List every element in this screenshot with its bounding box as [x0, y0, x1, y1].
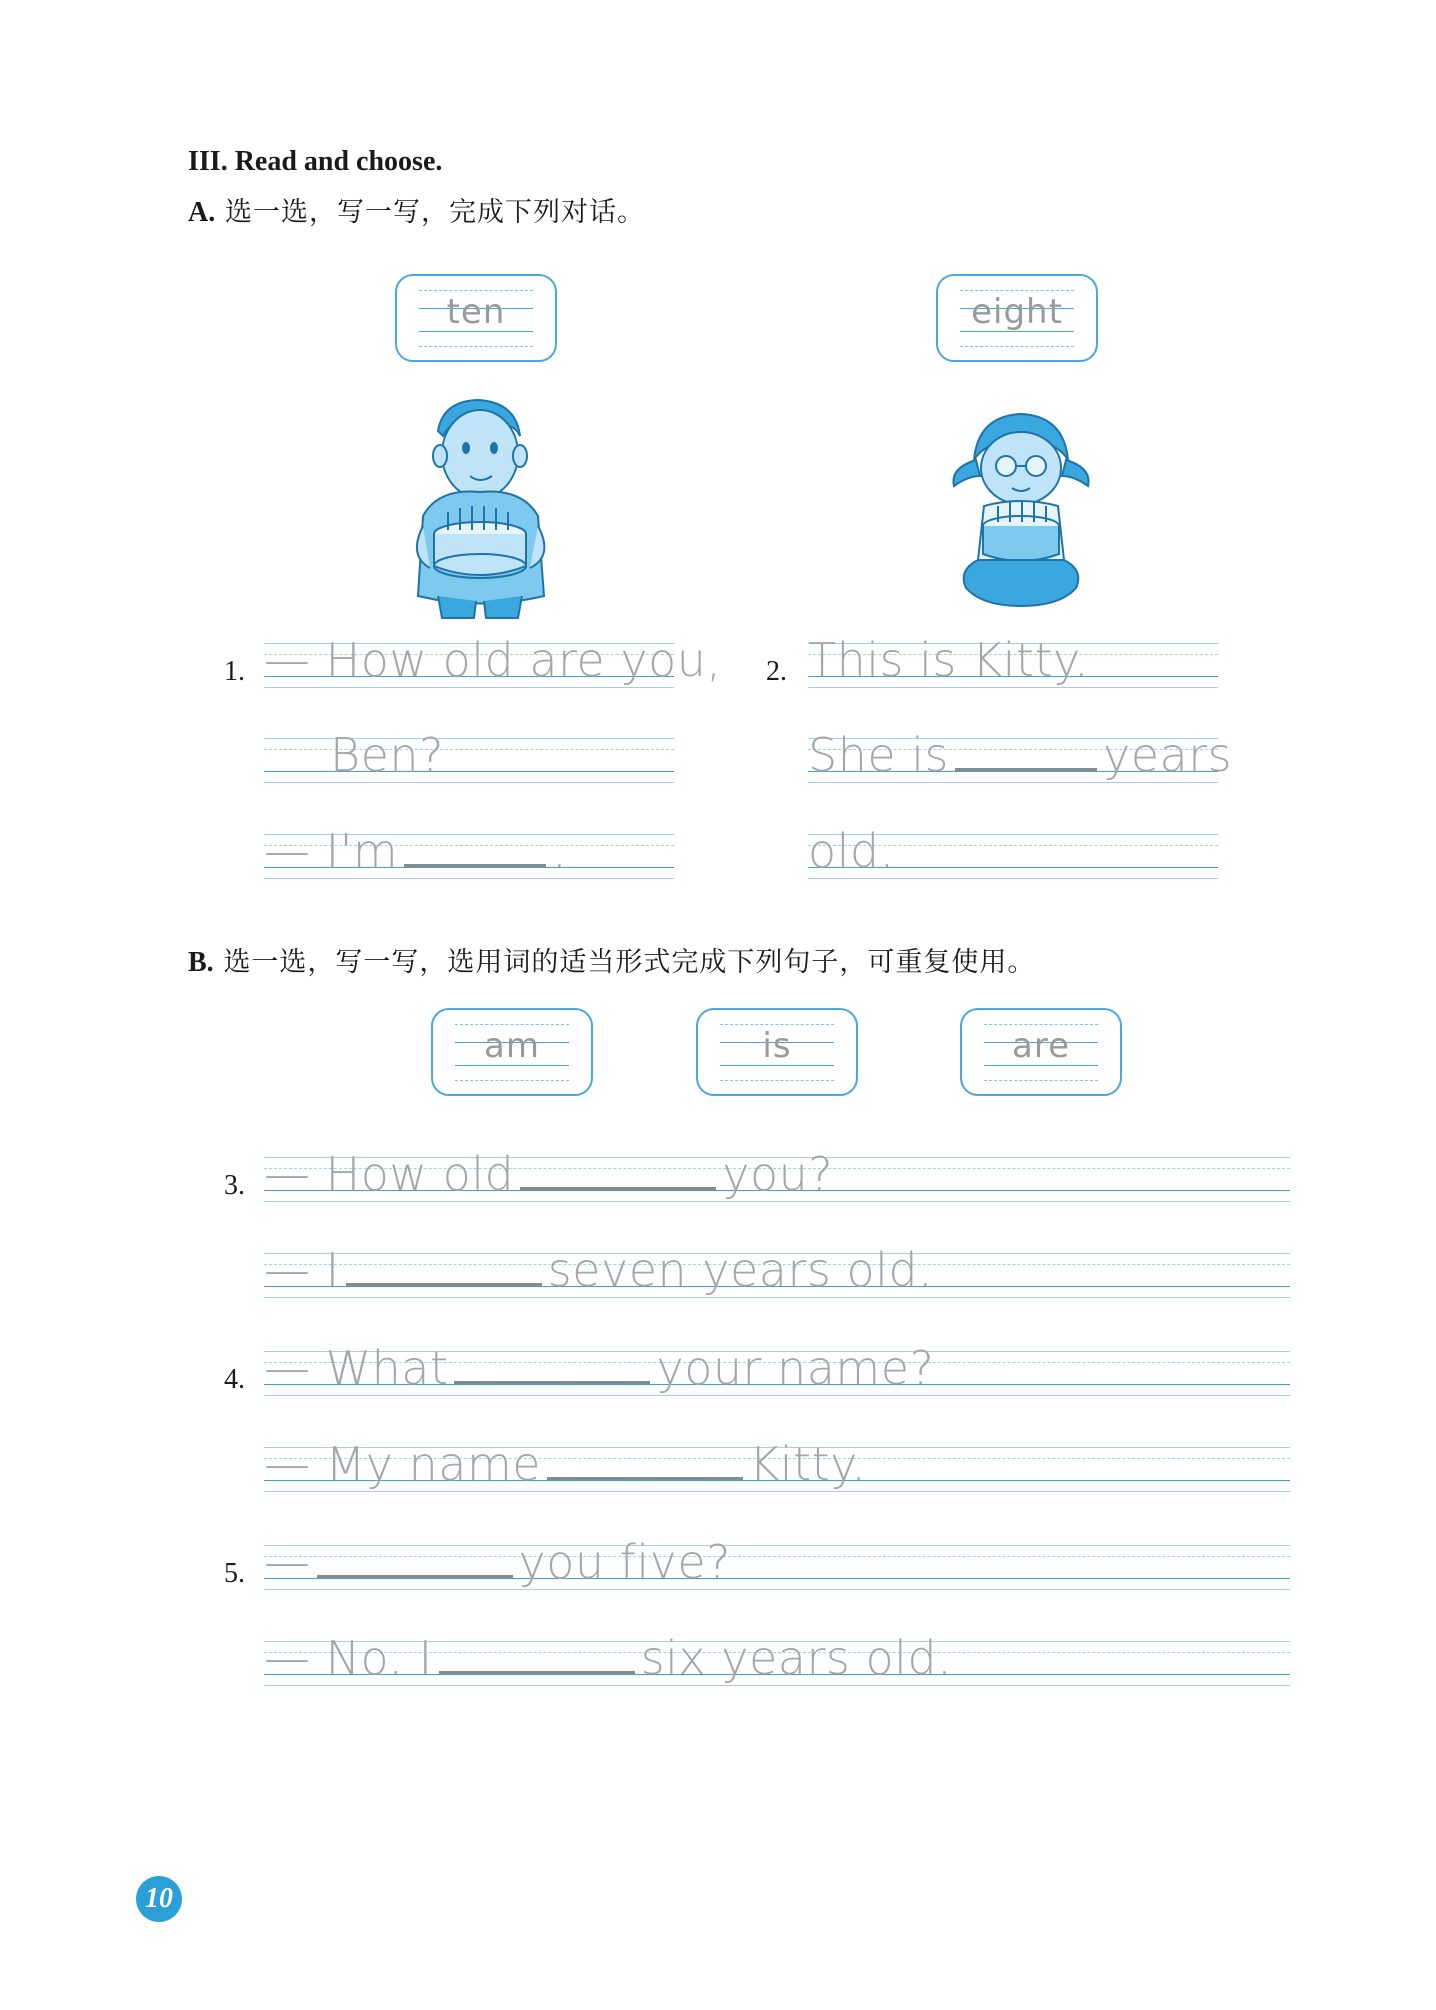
trace-text [264, 1243, 934, 1297]
trace-suffix: your name? [656, 1341, 935, 1395]
word-box-are [960, 1008, 1122, 1096]
question-1-line-3 [264, 824, 674, 878]
word-box-text: am [484, 1026, 540, 1066]
trace-text [264, 1147, 834, 1201]
word-box-is [696, 1008, 858, 1096]
trace-text: old. [808, 824, 895, 878]
part-b-label: B. [188, 947, 214, 978]
answer-blank[interactable] [439, 1637, 635, 1674]
question-2-line-1 [808, 633, 1218, 687]
question-4-number: 4. [224, 1364, 245, 1395]
trace-text [264, 1535, 732, 1589]
trace-text [264, 1631, 953, 1685]
trace-text [264, 1341, 935, 1395]
word-box-text: ten [446, 292, 506, 332]
section-title: III. Read and choose. [188, 146, 443, 177]
part-b-instruction [188, 940, 1035, 979]
part-a-label: A. [188, 197, 216, 228]
word-box-ten [395, 274, 557, 362]
trace-text: Ben? [330, 728, 444, 782]
trace-suffix: years [1103, 728, 1233, 782]
question-2-line-3 [808, 824, 1218, 878]
answer-blank[interactable] [955, 734, 1097, 771]
question-2-number: 2. [766, 656, 787, 687]
answer-blank[interactable] [454, 1347, 650, 1384]
boy-with-cake-illustration [398, 396, 558, 621]
question-3-line-b [264, 1243, 1290, 1297]
question-4-line-b [264, 1437, 1290, 1491]
word-box-text: is [762, 1026, 792, 1066]
question-2-line-2 [808, 728, 1233, 782]
trace-text [264, 824, 568, 878]
word-box-eight [936, 274, 1098, 362]
trace-text: This is Kitty. [808, 633, 1090, 687]
trace-suffix: six years old. [640, 1631, 953, 1685]
trace-text [264, 1437, 867, 1491]
trace-prefix: — What [264, 1341, 449, 1395]
word-box-am [431, 1008, 593, 1096]
word-box-text: eight [971, 292, 1063, 332]
trace-prefix: — I'm [264, 824, 399, 878]
trace-text: — How old are you, [264, 633, 722, 687]
trace-suffix: you? [722, 1147, 834, 1201]
part-a-text: 选一选，写一写，完成下列对话。 [224, 197, 645, 228]
trace-prefix: — [264, 1535, 311, 1589]
girl-with-cake-illustration [948, 410, 1094, 612]
answer-blank[interactable] [547, 1443, 743, 1480]
question-5-number: 5. [224, 1558, 245, 1589]
trace-prefix: — I [264, 1243, 340, 1297]
question-1-number: 1. [224, 656, 245, 687]
question-1-line-2 [264, 728, 674, 782]
question-4-line-a [264, 1341, 1290, 1395]
part-a-instruction [188, 190, 645, 229]
trace-prefix: She is [808, 728, 950, 782]
trace-suffix: you five? [518, 1535, 732, 1589]
page-number-badge: 10 [136, 1876, 182, 1922]
trace-prefix: — My name [264, 1437, 542, 1491]
question-3-line-a [264, 1147, 1290, 1201]
trace-suffix: seven years old. [547, 1243, 934, 1297]
trace-prefix: — How old [264, 1147, 515, 1201]
word-box-text: are [1012, 1026, 1070, 1066]
question-1-line-1 [264, 633, 722, 687]
part-b-text: 选一选，写一写，选用词的适当形式完成下列句子，可重复使用。 [223, 947, 1036, 978]
answer-blank[interactable] [346, 1249, 542, 1286]
question-5-line-a [264, 1535, 1290, 1589]
question-5-line-b [264, 1631, 1290, 1685]
answer-blank[interactable] [317, 1541, 513, 1578]
trace-prefix: — No. I [264, 1631, 433, 1685]
trace-text [808, 728, 1233, 782]
trace-suffix: Kitty. [749, 1437, 867, 1491]
trace-suffix: . [552, 824, 568, 878]
answer-blank[interactable] [520, 1153, 716, 1190]
answer-blank[interactable] [404, 830, 546, 867]
question-3-number: 3. [224, 1170, 245, 1201]
